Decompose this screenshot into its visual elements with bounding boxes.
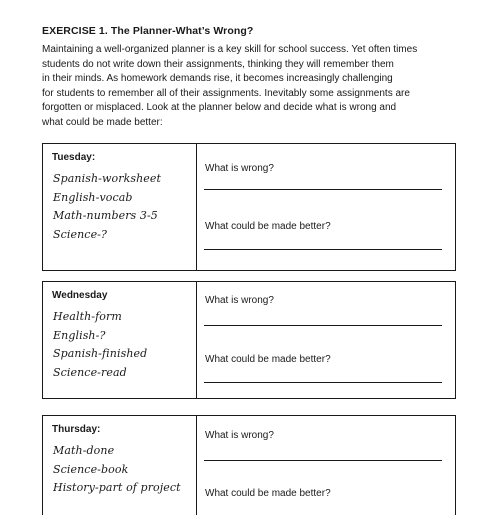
answer-line-wrong[interactable]: [204, 189, 442, 190]
intro-line: for students to remember all of their assignments. Inevitably some assignments are: [42, 87, 410, 99]
planner-entries-panel: [43, 144, 197, 270]
day-label: Tuesday:: [52, 152, 96, 163]
planner-box-thursday: [42, 415, 456, 515]
assignment-list: [53, 308, 147, 383]
assignment-entry: Science-book: [53, 462, 129, 476]
question-what-could-be-better: What could be made better?: [205, 354, 331, 365]
answer-line-better[interactable]: [204, 382, 442, 383]
assignment-list: [53, 442, 181, 498]
intro-line: in their minds. As homework demands rise, it becomes increasingly challenging: [42, 73, 393, 85]
intro-line: Maintaining a well-organized planner is a key skill for school success. Yet often times: [42, 44, 418, 55]
question-what-is-wrong: What is wrong?: [205, 163, 274, 174]
answer-line-wrong[interactable]: [204, 460, 442, 461]
assignment-entry: Health-form: [53, 310, 122, 323]
planner-entries-panel: [43, 282, 197, 398]
planner-entries-panel: [43, 416, 197, 515]
exercise-intro: [42, 43, 462, 131]
assignment-entry: English-?: [53, 328, 106, 342]
intro-line: students do not write down their assignments, thinking they will remember them: [42, 58, 394, 70]
answer-line-better[interactable]: [204, 249, 442, 250]
assignment-entry: Math-numbers 3-5: [53, 209, 158, 223]
planner-box-wednesday: [42, 281, 456, 399]
planner-box-tuesday: [42, 143, 456, 271]
assignment-entry: Science-read: [53, 366, 127, 380]
intro-line: what could be made better:: [42, 116, 163, 128]
day-label: Thursday:: [52, 424, 101, 435]
question-what-could-be-better: What could be made better?: [205, 488, 331, 499]
question-what-is-wrong: What is wrong?: [205, 430, 274, 441]
assignment-entry: English-vocab: [53, 190, 133, 204]
question-what-could-be-better: What could be made better?: [205, 221, 331, 232]
day-label: Wednesday: [52, 290, 108, 301]
intro-line: forgotten or misplaced. Look at the planner below and decide what is wrong and: [42, 102, 397, 114]
assignment-entry: Spanish-finished: [53, 347, 148, 361]
assignment-entry: Spanish-worksheet: [53, 172, 162, 185]
assignment-list: [53, 170, 161, 245]
assignment-entry: History-part of project: [53, 481, 181, 495]
assignment-entry: Math-done: [53, 444, 115, 457]
exercise-title: EXERCISE 1. The Planner-What’s Wrong?: [42, 25, 254, 37]
assignment-entry: Science-?: [53, 228, 107, 242]
answer-line-wrong[interactable]: [204, 325, 442, 326]
question-what-is-wrong: What is wrong?: [205, 295, 274, 306]
